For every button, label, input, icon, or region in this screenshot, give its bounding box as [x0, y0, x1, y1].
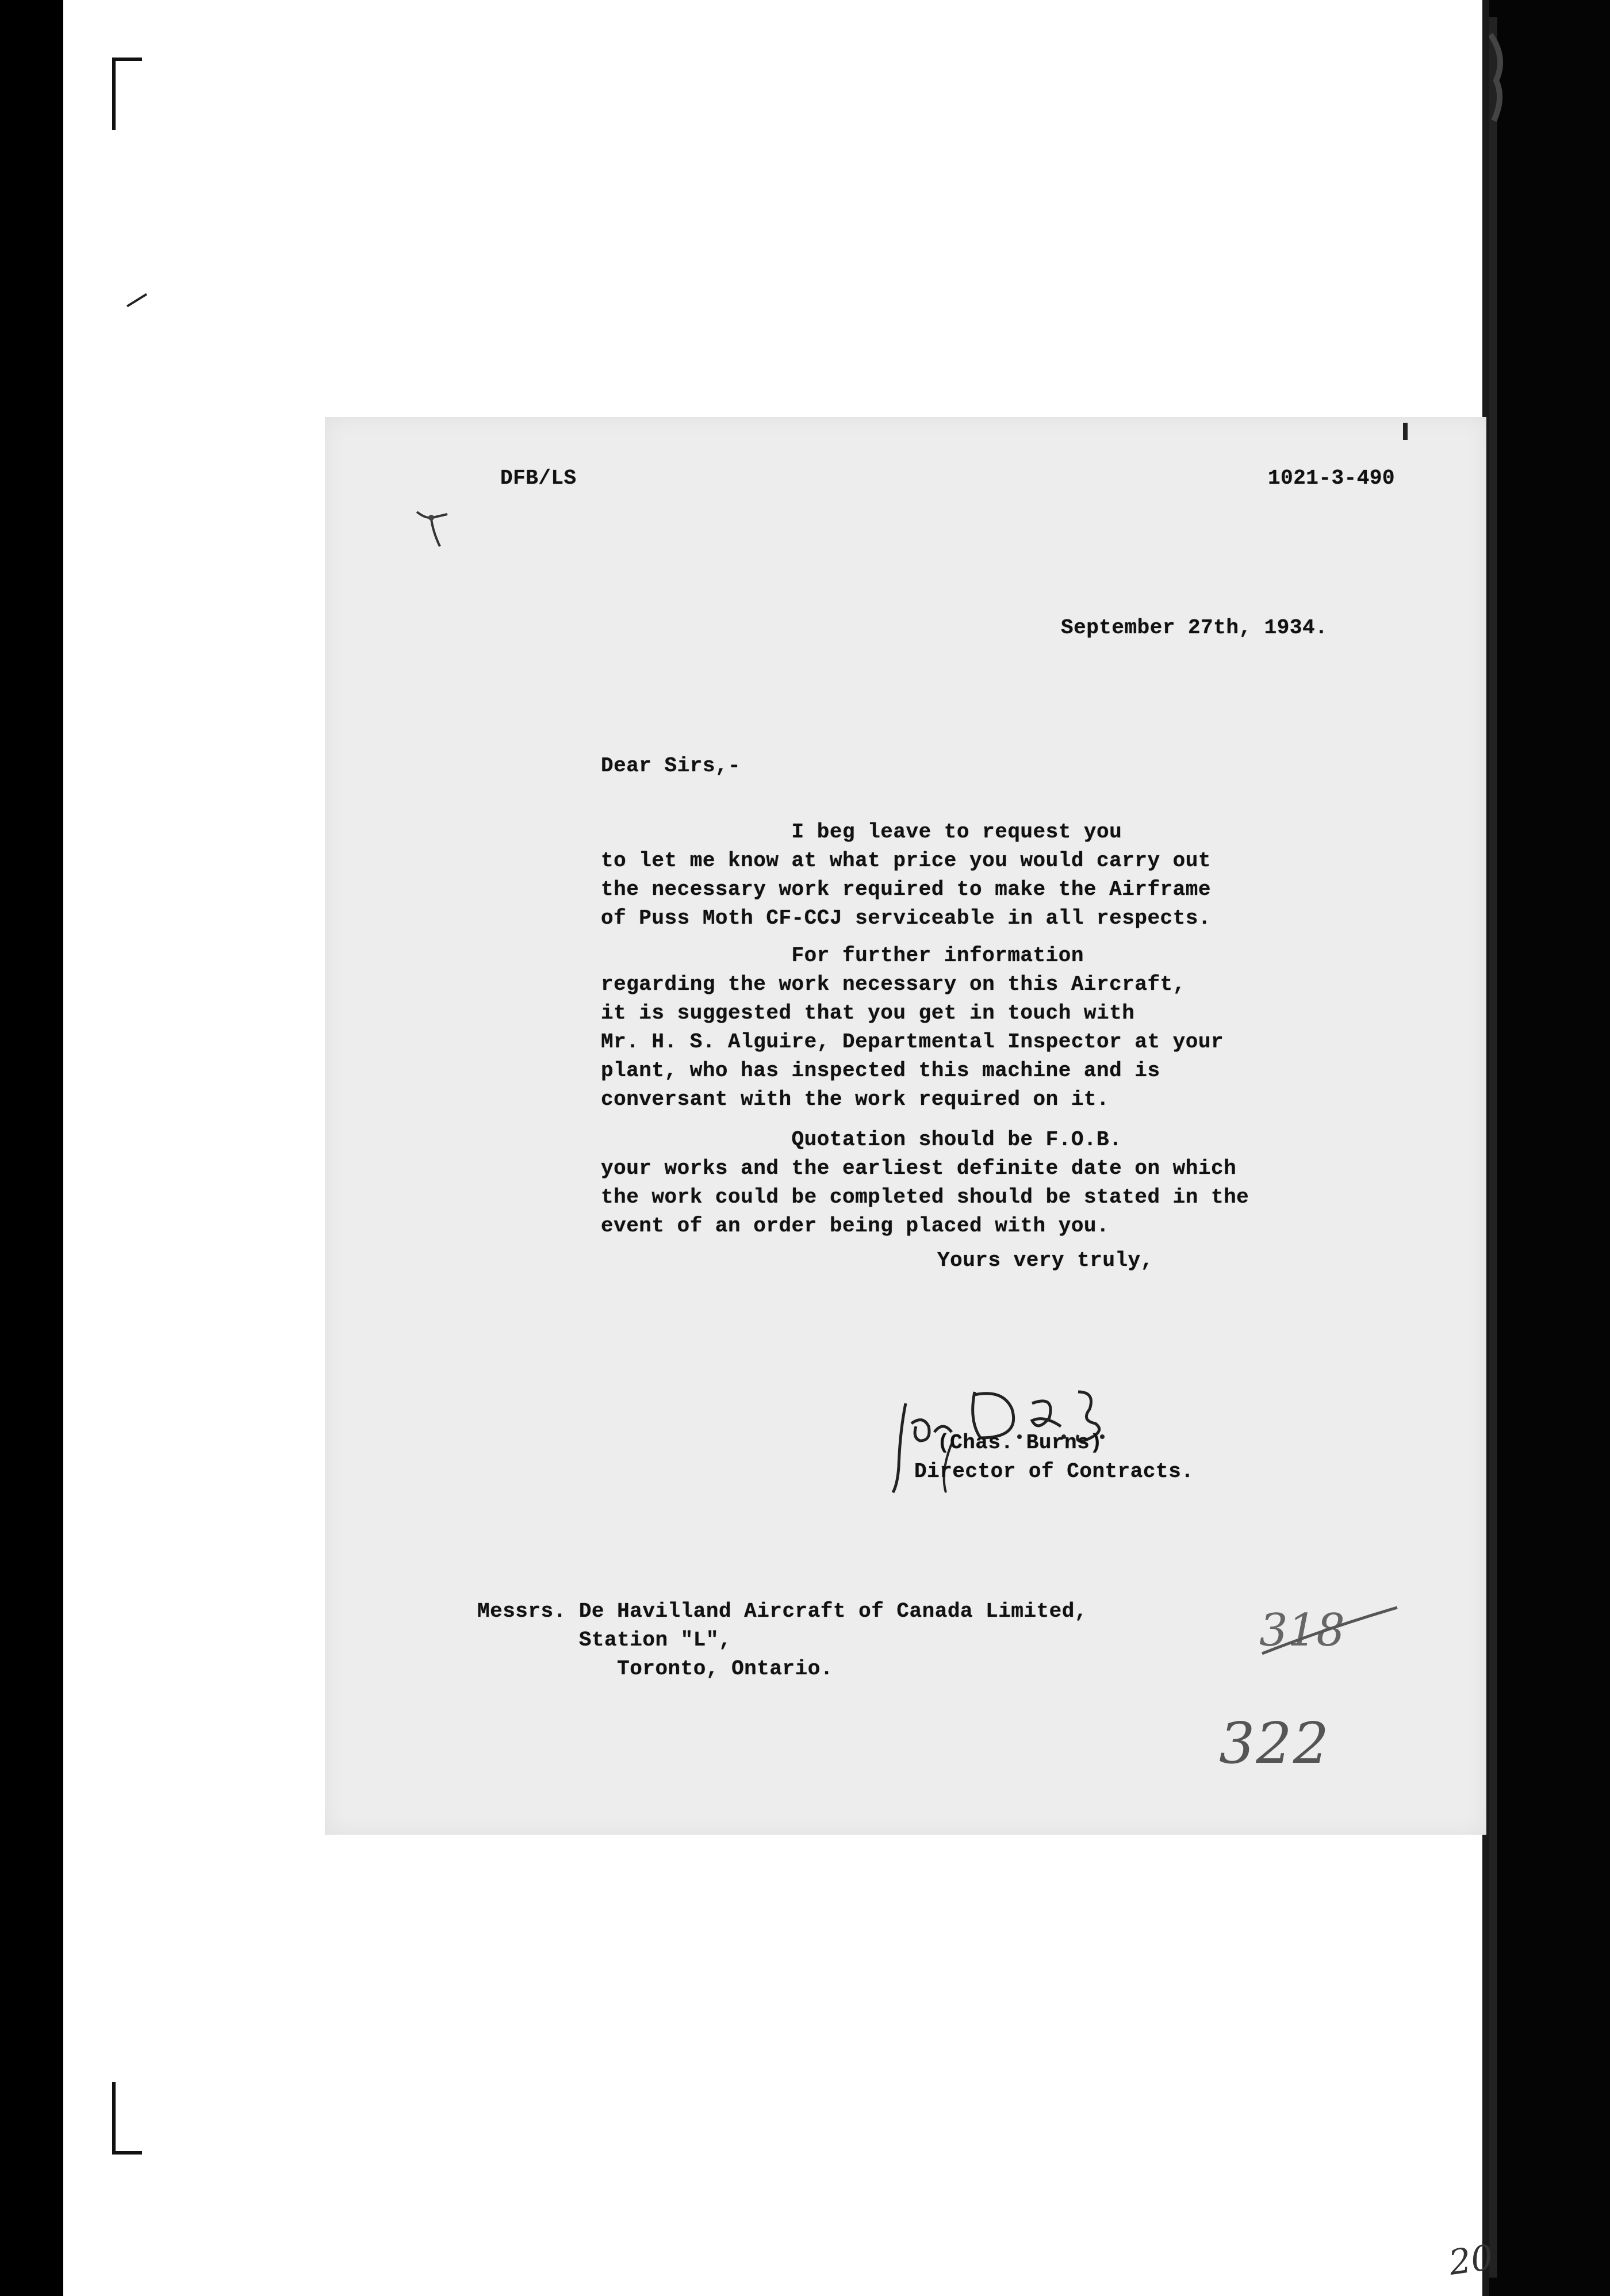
body-line: of Puss Moth CF-CCJ serviceable in all respects. [601, 906, 1211, 930]
body-line: to let me know at what price you would carry out [601, 849, 1211, 873]
corner-number: 20 [1446, 2237, 1496, 2283]
letter-date: September 27th, 1934. [1061, 616, 1328, 640]
film-right-border [1489, 0, 1610, 2296]
body-line: I beg leave to request you [601, 820, 1122, 844]
body-line: plant, who has inspected this machine and is [601, 1059, 1160, 1082]
reference-left: DFB/LS [500, 466, 577, 490]
body-line: Mr. H. S. Alguire, Departmental Inspector at your [601, 1030, 1224, 1054]
body-line: For further information [601, 944, 1084, 967]
sheet-tick-mark [1403, 423, 1408, 440]
crop-mark-top-left [112, 58, 142, 130]
reference-right: 1021-3-490 [1268, 466, 1396, 490]
body-line: it is suggested that you get in touch with [601, 1001, 1135, 1025]
closing: Yours very truly, [937, 1249, 1153, 1272]
addressee-line: Messrs. De Havilland Aircraft of Canada Limited, [477, 1599, 1087, 1623]
crossed-page-number [1259, 1599, 1403, 1662]
body-line: event of an order being placed with you. [601, 1214, 1110, 1238]
body-line: regarding the work necessary on this Aircraft, [601, 973, 1186, 996]
body-line: conversant with the work required on it. [601, 1088, 1110, 1111]
signatory-title: Director of Contracts. [914, 1460, 1194, 1483]
body-line: your works and the earliest definite date on which [601, 1157, 1237, 1180]
body-line: the necessary work required to make the Airframe [601, 878, 1211, 901]
addressee-line: Station "L", [477, 1628, 732, 1652]
salutation: Dear Sirs,- [601, 754, 741, 778]
page-number: 322 [1219, 1711, 1331, 1777]
signatory-name: (Chas. Burns) [937, 1431, 1103, 1455]
body-line: the work could be completed should be stated in the [601, 1185, 1249, 1209]
pin-mark-icon [414, 506, 454, 552]
addressee-line: Toronto, Ontario. [477, 1657, 833, 1681]
crop-mark-bottom-left [112, 2082, 142, 2155]
crossed-page-number-text: 318 [1259, 1605, 1345, 1656]
body-line: Quotation should be F.O.B. [601, 1128, 1122, 1151]
